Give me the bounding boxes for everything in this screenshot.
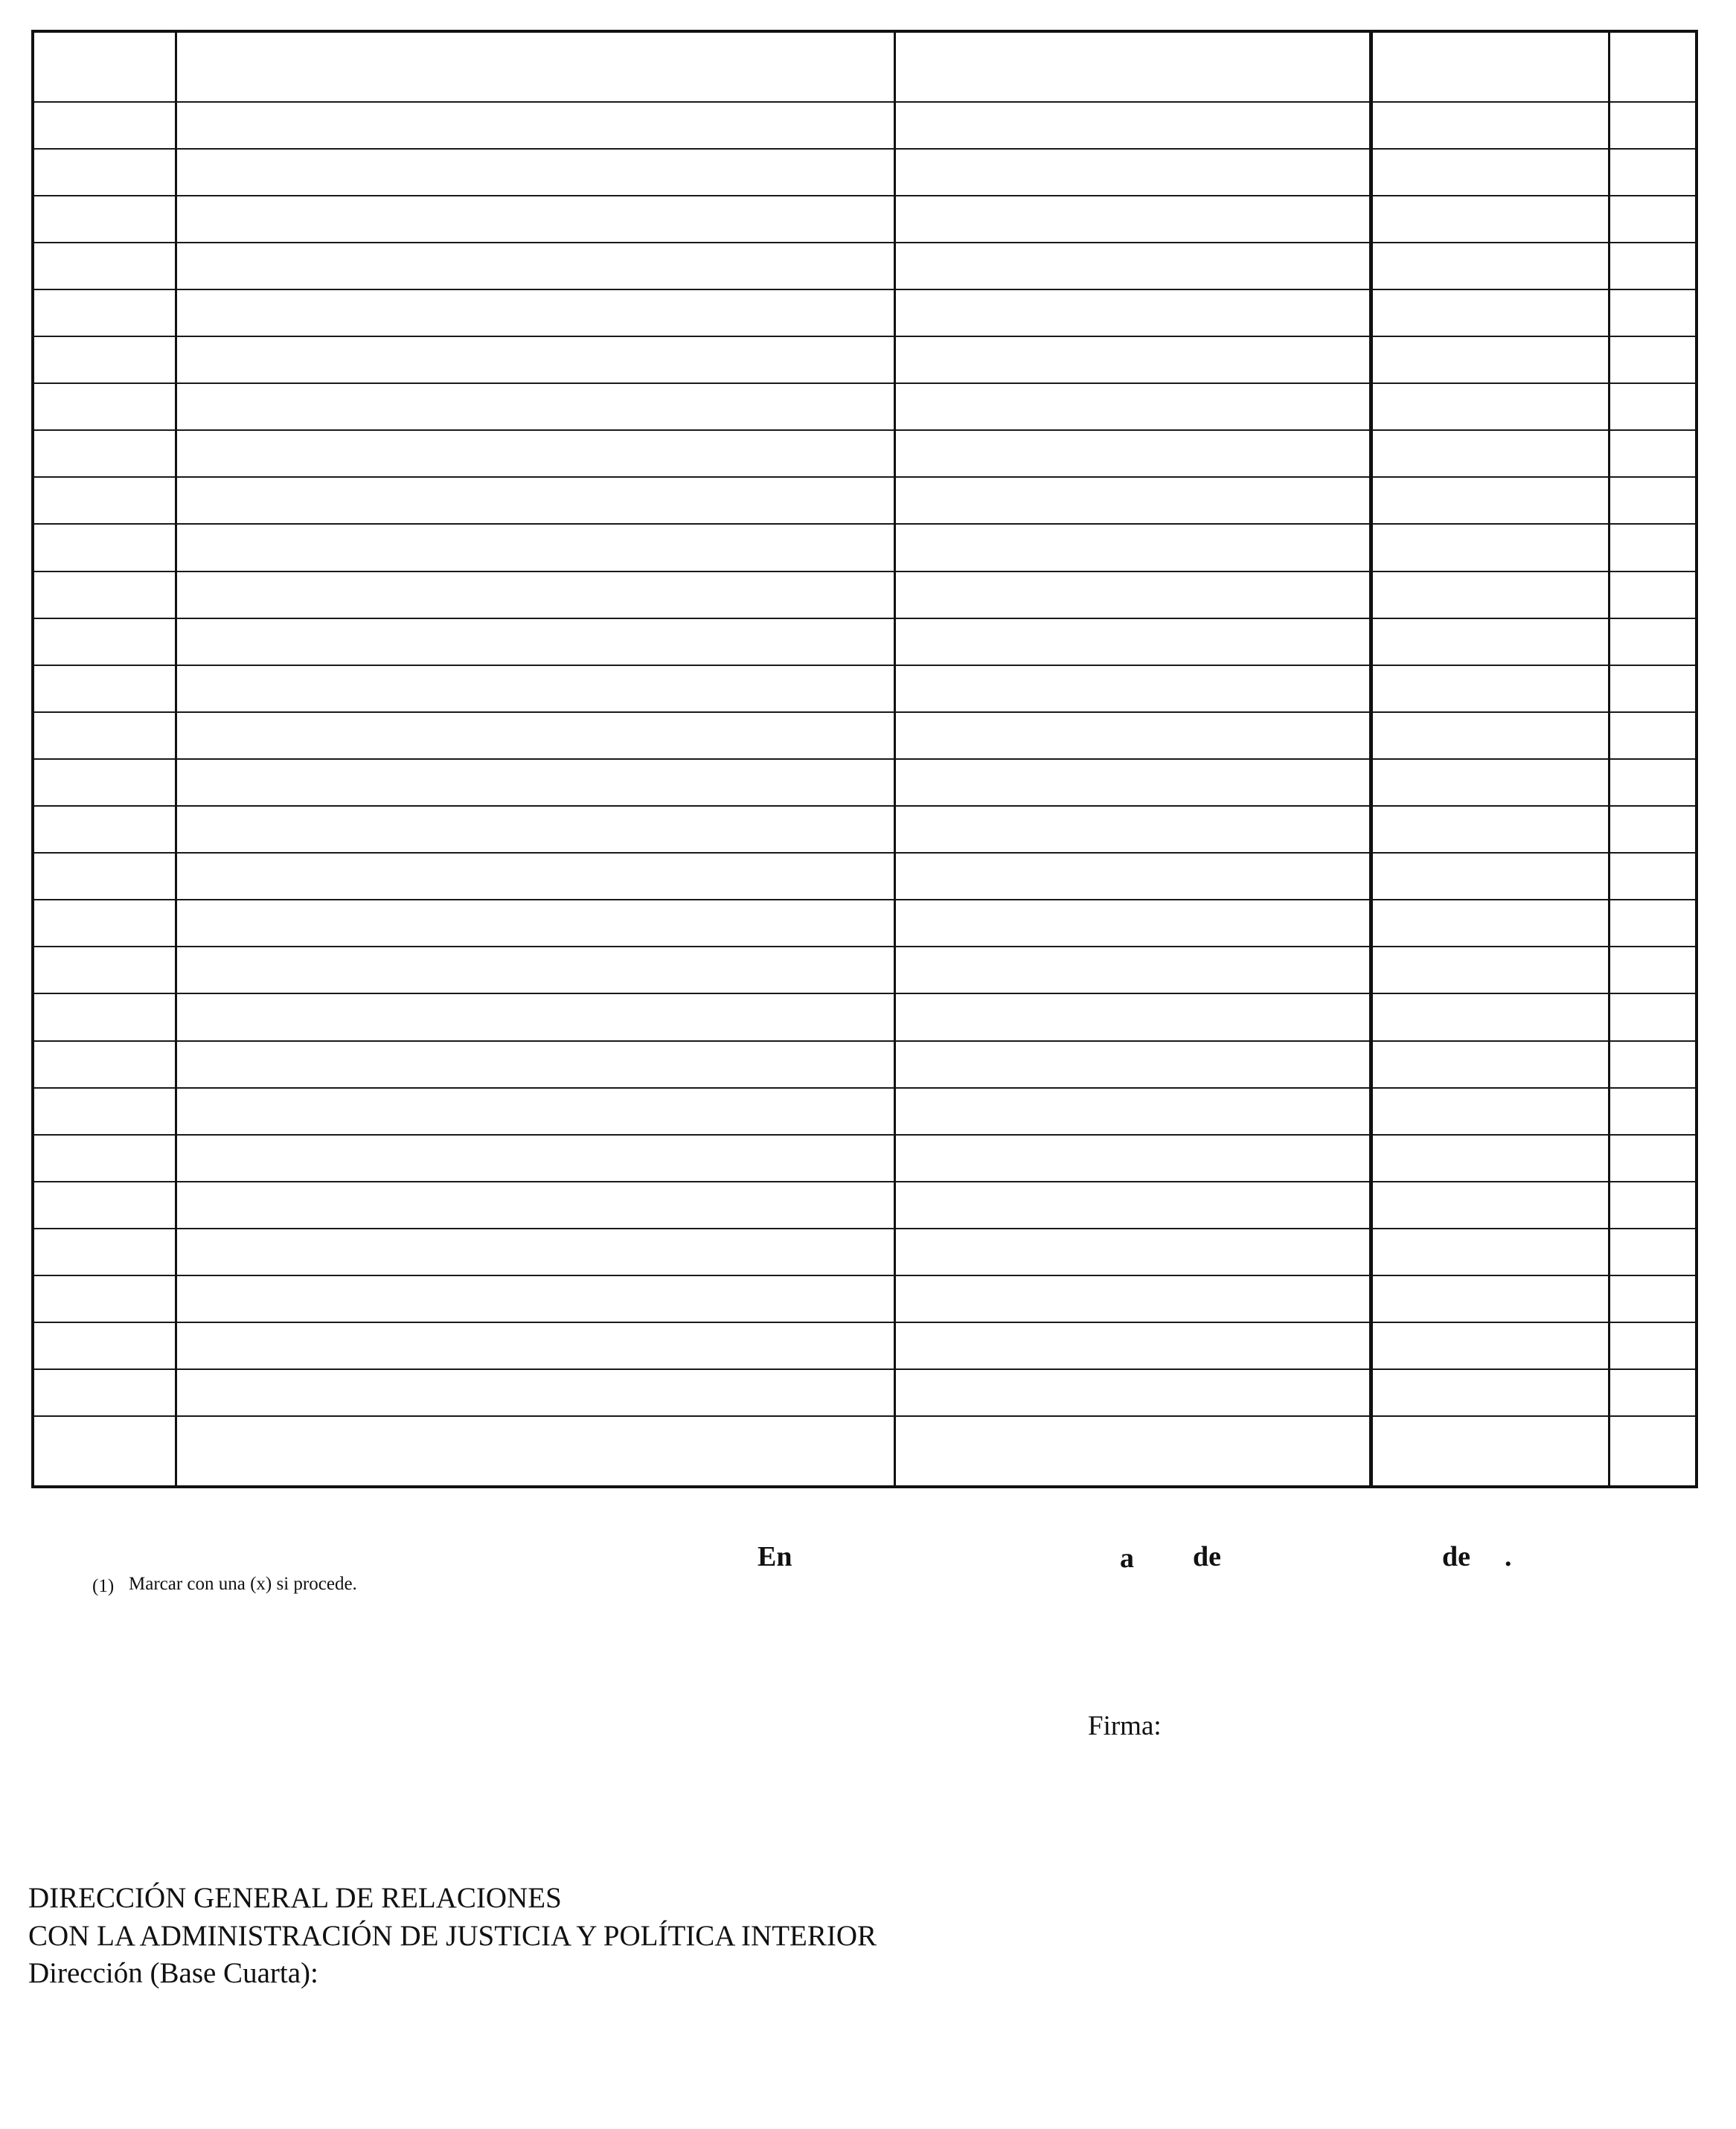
table-cell[interactable] xyxy=(33,759,176,806)
table-cell[interactable] xyxy=(176,853,894,900)
table-row xyxy=(33,196,1697,243)
table-cell[interactable] xyxy=(176,524,894,571)
table-cell[interactable] xyxy=(33,477,176,524)
table-cell[interactable] xyxy=(894,289,1371,336)
table-cell[interactable] xyxy=(33,853,176,900)
table-cell[interactable] xyxy=(1371,853,1609,900)
table-cell[interactable] xyxy=(33,1275,176,1322)
table-row xyxy=(33,665,1697,712)
table-cell[interactable] xyxy=(176,149,894,196)
footnote-text: Marcar con una (x) si procede. xyxy=(129,1574,357,1594)
table-cell[interactable] xyxy=(1371,336,1609,383)
table-cell[interactable] xyxy=(1371,1135,1609,1182)
table-cell[interactable] xyxy=(894,1041,1371,1088)
table-cell[interactable] xyxy=(176,665,894,712)
table-cell[interactable] xyxy=(1609,806,1697,853)
table-cell[interactable] xyxy=(33,243,176,289)
table-cell[interactable] xyxy=(33,993,176,1040)
table-cell[interactable] xyxy=(894,196,1371,243)
table-cell[interactable] xyxy=(33,1041,176,1088)
table-cell[interactable] xyxy=(894,806,1371,853)
table-row xyxy=(33,1182,1697,1229)
table-cell[interactable] xyxy=(1609,1275,1697,1322)
table-cell[interactable] xyxy=(33,900,176,947)
address-line-2: CON LA ADMINISTRACIÓN DE JUSTICIA Y POLÍTICA INTERIOR xyxy=(28,1919,877,1952)
table-cell[interactable] xyxy=(176,31,894,102)
table-cell[interactable] xyxy=(1371,1229,1609,1275)
table-cell[interactable] xyxy=(1609,149,1697,196)
table-cell[interactable] xyxy=(1371,430,1609,477)
table-cell[interactable] xyxy=(1371,712,1609,759)
table-cell[interactable] xyxy=(176,947,894,993)
table-cell[interactable] xyxy=(33,665,176,712)
table-cell[interactable] xyxy=(33,336,176,383)
table-cell[interactable] xyxy=(894,712,1371,759)
table-row xyxy=(33,1369,1697,1416)
table-row xyxy=(33,31,1697,102)
table-cell[interactable] xyxy=(1609,572,1697,618)
table-cell[interactable] xyxy=(176,806,894,853)
table-cell[interactable] xyxy=(1609,947,1697,993)
table-cell[interactable] xyxy=(894,1322,1371,1369)
table-row xyxy=(33,900,1697,947)
form-table xyxy=(31,30,1698,1488)
table-cell[interactable] xyxy=(1371,618,1609,665)
table-cell[interactable] xyxy=(1371,1369,1609,1416)
date-en-label: En xyxy=(758,1541,792,1572)
table-cell[interactable] xyxy=(1371,383,1609,430)
table-cell[interactable] xyxy=(176,1088,894,1135)
table-cell[interactable] xyxy=(1609,102,1697,149)
table-cell[interactable] xyxy=(33,102,176,149)
table-cell[interactable] xyxy=(1371,1322,1609,1369)
table-cell[interactable] xyxy=(894,900,1371,947)
table-cell[interactable] xyxy=(1609,1369,1697,1416)
table-row xyxy=(33,243,1697,289)
table-cell[interactable] xyxy=(894,853,1371,900)
address-line-3: Dirección (Base Cuarta): xyxy=(28,1957,318,1990)
table-cell[interactable] xyxy=(176,1322,894,1369)
table-cell[interactable] xyxy=(1371,1041,1609,1088)
table-row xyxy=(33,477,1697,524)
table-cell[interactable] xyxy=(176,1182,894,1229)
table-cell[interactable] xyxy=(1609,712,1697,759)
table-cell[interactable] xyxy=(33,712,176,759)
table-cell[interactable] xyxy=(894,618,1371,665)
table-cell[interactable] xyxy=(176,900,894,947)
address-line-1: DIRECCIÓN GENERAL DE RELACIONES xyxy=(28,1882,562,1914)
table-row xyxy=(33,430,1697,477)
table-row xyxy=(33,524,1697,571)
table-row xyxy=(33,618,1697,665)
table-row xyxy=(33,806,1697,853)
table-cell[interactable] xyxy=(176,196,894,243)
table-cell[interactable] xyxy=(894,243,1371,289)
table-cell[interactable] xyxy=(1609,618,1697,665)
table-cell[interactable] xyxy=(1609,196,1697,243)
signature-label: Firma: xyxy=(1088,1711,1162,1741)
table-cell[interactable] xyxy=(1371,196,1609,243)
form-table-body xyxy=(33,31,1697,1487)
table-cell[interactable] xyxy=(176,1416,894,1487)
table-cell[interactable] xyxy=(894,759,1371,806)
table-cell[interactable] xyxy=(176,759,894,806)
table-cell[interactable] xyxy=(1609,336,1697,383)
table-cell[interactable] xyxy=(33,196,176,243)
date-period: . xyxy=(1505,1541,1512,1572)
table-cell[interactable] xyxy=(1371,1088,1609,1135)
table-cell[interactable] xyxy=(1609,900,1697,947)
table-cell[interactable] xyxy=(1371,524,1609,571)
table-cell[interactable] xyxy=(33,524,176,571)
table-cell[interactable] xyxy=(176,993,894,1040)
date-de-label-2: de xyxy=(1442,1541,1470,1572)
table-cell[interactable] xyxy=(33,430,176,477)
table-cell[interactable] xyxy=(894,477,1371,524)
table-cell[interactable] xyxy=(1609,31,1697,102)
table-cell[interactable] xyxy=(1371,243,1609,289)
table-row xyxy=(33,759,1697,806)
table-cell[interactable] xyxy=(33,31,176,102)
table-row xyxy=(33,572,1697,618)
table-cell[interactable] xyxy=(176,1275,894,1322)
table-cell[interactable] xyxy=(894,336,1371,383)
table-row xyxy=(33,853,1697,900)
table-cell[interactable] xyxy=(1371,1182,1609,1229)
table-cell[interactable] xyxy=(1609,430,1697,477)
table-row xyxy=(33,383,1697,430)
table-cell[interactable] xyxy=(1609,289,1697,336)
table-cell[interactable] xyxy=(1609,759,1697,806)
address-block xyxy=(28,1880,877,1993)
table-cell[interactable] xyxy=(176,336,894,383)
table-cell[interactable] xyxy=(33,1229,176,1275)
table-cell[interactable] xyxy=(894,430,1371,477)
table-cell[interactable] xyxy=(33,289,176,336)
table-cell[interactable] xyxy=(33,383,176,430)
table-cell[interactable] xyxy=(1609,1322,1697,1369)
table-cell[interactable] xyxy=(1609,1135,1697,1182)
table-cell[interactable] xyxy=(33,1416,176,1487)
table-cell[interactable] xyxy=(1371,572,1609,618)
table-cell[interactable] xyxy=(894,947,1371,993)
table-cell[interactable] xyxy=(33,947,176,993)
table-cell[interactable] xyxy=(894,524,1371,571)
table-cell[interactable] xyxy=(1609,1182,1697,1229)
table-cell[interactable] xyxy=(894,1182,1371,1229)
table-cell[interactable] xyxy=(1371,102,1609,149)
table-cell[interactable] xyxy=(33,806,176,853)
table-cell[interactable] xyxy=(894,572,1371,618)
table-cell[interactable] xyxy=(176,102,894,149)
date-de-label-1: de xyxy=(1193,1541,1221,1572)
table-cell[interactable] xyxy=(176,430,894,477)
table-cell[interactable] xyxy=(1371,900,1609,947)
table-row xyxy=(33,1135,1697,1182)
table-row xyxy=(33,993,1697,1040)
table-cell[interactable] xyxy=(894,1229,1371,1275)
table-cell[interactable] xyxy=(1609,243,1697,289)
table-row xyxy=(33,1229,1697,1275)
table-row xyxy=(33,289,1697,336)
table-cell[interactable] xyxy=(894,1135,1371,1182)
table-row xyxy=(33,1041,1697,1088)
table-cell[interactable] xyxy=(894,1275,1371,1322)
table-cell[interactable] xyxy=(176,712,894,759)
table-cell[interactable] xyxy=(176,477,894,524)
table-row xyxy=(33,947,1697,993)
table-cell[interactable] xyxy=(176,618,894,665)
table-cell[interactable] xyxy=(1609,383,1697,430)
table-cell[interactable] xyxy=(894,993,1371,1040)
table-cell[interactable] xyxy=(894,1369,1371,1416)
table-cell[interactable] xyxy=(33,572,176,618)
table-cell[interactable] xyxy=(1371,947,1609,993)
table-cell[interactable] xyxy=(176,1229,894,1275)
table-cell[interactable] xyxy=(1609,1088,1697,1135)
table-cell[interactable] xyxy=(1371,149,1609,196)
table-cell[interactable] xyxy=(1609,1416,1697,1487)
table-cell[interactable] xyxy=(1371,993,1609,1040)
table-cell[interactable] xyxy=(1371,806,1609,853)
table-row xyxy=(33,712,1697,759)
table-cell[interactable] xyxy=(894,31,1371,102)
table-row xyxy=(33,1275,1697,1322)
table-cell[interactable] xyxy=(894,1088,1371,1135)
table-cell[interactable] xyxy=(1609,524,1697,571)
table-cell[interactable] xyxy=(894,665,1371,712)
table-cell[interactable] xyxy=(1371,31,1609,102)
table-row xyxy=(33,1416,1697,1487)
table-cell[interactable] xyxy=(33,618,176,665)
table-row xyxy=(33,102,1697,149)
table-cell[interactable] xyxy=(33,1322,176,1369)
table-cell[interactable] xyxy=(1371,1416,1609,1487)
table-cell[interactable] xyxy=(1371,759,1609,806)
table-cell[interactable] xyxy=(33,1182,176,1229)
table-cell[interactable] xyxy=(33,1088,176,1135)
table-cell[interactable] xyxy=(33,1369,176,1416)
table-row xyxy=(33,1088,1697,1135)
table-cell[interactable] xyxy=(1609,993,1697,1040)
table-cell[interactable] xyxy=(1371,665,1609,712)
date-a-label: a xyxy=(1120,1543,1134,1574)
table-row xyxy=(33,1322,1697,1369)
table-cell[interactable] xyxy=(894,102,1371,149)
table-cell[interactable] xyxy=(1609,853,1697,900)
table-row xyxy=(33,336,1697,383)
table-cell[interactable] xyxy=(894,1416,1371,1487)
table-cell[interactable] xyxy=(894,149,1371,196)
table-cell[interactable] xyxy=(176,1135,894,1182)
table-cell[interactable] xyxy=(1371,1275,1609,1322)
table-cell[interactable] xyxy=(1609,1041,1697,1088)
table-cell[interactable] xyxy=(176,572,894,618)
table-cell[interactable] xyxy=(176,383,894,430)
table-cell[interactable] xyxy=(1371,289,1609,336)
table-cell[interactable] xyxy=(1609,1229,1697,1275)
table-cell[interactable] xyxy=(1609,477,1697,524)
table-cell[interactable] xyxy=(33,149,176,196)
table-cell[interactable] xyxy=(176,243,894,289)
table-cell[interactable] xyxy=(176,1369,894,1416)
table-cell[interactable] xyxy=(33,1135,176,1182)
table-cell[interactable] xyxy=(176,289,894,336)
table-cell[interactable] xyxy=(1371,477,1609,524)
footnote-marker: (1) xyxy=(92,1576,115,1596)
table-cell[interactable] xyxy=(176,1041,894,1088)
table-cell[interactable] xyxy=(1609,665,1697,712)
table-cell[interactable] xyxy=(894,383,1371,430)
table-row xyxy=(33,149,1697,196)
